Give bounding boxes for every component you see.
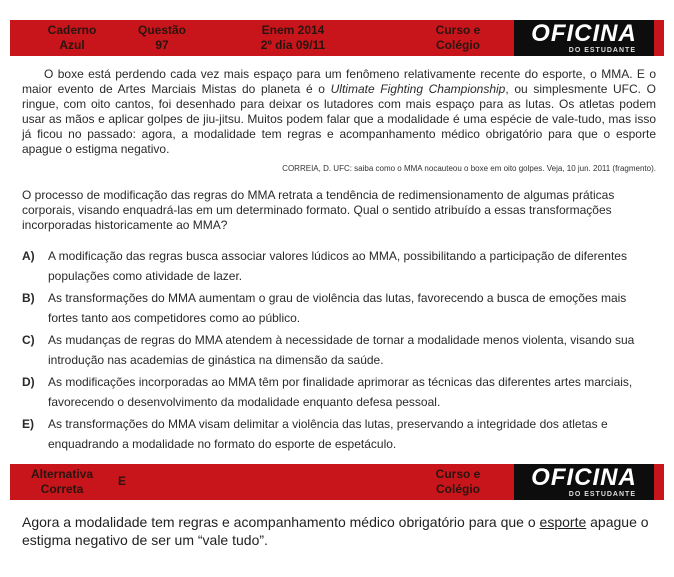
curso-line2: Colégio [436, 482, 480, 496]
logo-sub: DO ESTUDANTE [568, 491, 636, 498]
option-d [22, 372, 656, 412]
passage-text [22, 67, 656, 157]
option-b [22, 288, 656, 328]
caderno-label: Caderno [47, 23, 97, 37]
logo-sub: DO ESTUDANTE [568, 47, 636, 54]
answer-explanation [22, 513, 652, 549]
option-e [22, 414, 656, 454]
option-letter: C) [22, 333, 35, 347]
explanation-part-2: apague o estigma negativo de ser um “vale tudo”. [22, 514, 649, 548]
correct-answer-value [110, 474, 134, 489]
correct-label-line2: Correta [40, 482, 84, 496]
passage-italic: Ultimate Fighting Championship [330, 82, 506, 96]
oficina-logo [514, 20, 654, 56]
option-text: As modificações incorporadas ao MMA têm por finalidade aprimorar as técnicas das diferentes artes marciais, favorecendo o desenvolvimento da modalidade enquanto defesa pessoal. [48, 375, 633, 409]
explanation-underlined: esporte [539, 514, 587, 530]
curso-cell-bottom [418, 467, 498, 497]
option-letter: B) [22, 291, 35, 305]
option-letter: E) [22, 417, 34, 431]
questao-label: Questão [137, 23, 186, 37]
header-band [10, 20, 664, 56]
option-text: As transformações do MMA aumentam o grau de violência das lutas, favorecendo a busca de emoções mais fortes tanto aos competidores como ao público. [48, 291, 627, 325]
option-text: As transformações do MMA visam delimitar a violência das lutas, preservando a integridade dos atletas e enquadrando a modalidade no formato do esporte de espetáculo. [48, 417, 608, 451]
option-letter: A) [22, 249, 35, 263]
curso-line1: Curso e [435, 23, 481, 37]
logo-word: OFICINA [531, 20, 637, 47]
passage-part-2: , ou simplesmente UFC. O ringue, com oito cantos, foi desenhado para deixar os lutadores com mais espaço para as lutas. Os atletas podem usar as mãos e aplicar golpes de jiu-jitsu. Muitos podem falar que a modalidade é uma espécie de vale-tudo, mas isso já ficou no passado: agora, a modalidade tem regras e acompanhamento médico obrigatório para que o esporte apague o estigma negativo. [22, 82, 656, 156]
correct-label-line1: Alternativa [30, 467, 94, 481]
caderno-value: Azul [59, 38, 85, 52]
questao-value: 97 [155, 38, 169, 52]
curso-line1: Curso e [435, 467, 481, 481]
passage-part-1: O boxe está perdendo cada vez mais espaço para um fenômeno relativamente recente do esporte, o MMA. E o maior evento de Artes Marciais Mistas do planeta é o [22, 67, 656, 96]
passage-citation: CORREIA, D. UFC: saiba como o MMA nocauteou o boxe em oito golpes. Veja, 10 jun. 2011 (fragmento). [282, 164, 656, 173]
logo-word: OFICINA [531, 464, 637, 491]
questao-cell [122, 23, 202, 53]
question-text: O processo de modificação das regras do MMA retrata a tendência de redimensionamento de algumas práticas corporais, visando enquadrá-las em um determinado formato. Qual o sentido atribuído a essas transformações incorporadas historicamente ao MMA? [22, 188, 615, 232]
exam-cell [238, 23, 348, 53]
option-c [22, 330, 656, 370]
correct-label-cell [22, 467, 102, 497]
options-list [22, 246, 656, 456]
exam-date: 2º dia 09/11 [260, 38, 326, 52]
option-a [22, 246, 656, 286]
answer-band [10, 464, 664, 500]
correct-answer-letter: E [117, 474, 126, 488]
option-text: A modificação das regras busca associar valores lúdicos ao MMA, possibilitando a participação de diferentes populações como atividade de lazer. [48, 249, 627, 283]
explanation-part-1: Agora a modalidade tem regras e acompanhamento médico obrigatório para que o [22, 514, 540, 530]
option-letter: D) [22, 375, 35, 389]
curso-cell [418, 23, 498, 53]
exam-label: Enem 2014 [261, 23, 325, 37]
curso-line2: Colégio [436, 38, 480, 52]
option-text: As mudanças de regras do MMA atendem à necessidade de tornar a modalidade menos violenta, visando sua introdução nas academias de ginástica na dimensão da saúde. [48, 333, 635, 367]
caderno-cell [32, 23, 112, 53]
oficina-logo-bottom [514, 464, 654, 500]
